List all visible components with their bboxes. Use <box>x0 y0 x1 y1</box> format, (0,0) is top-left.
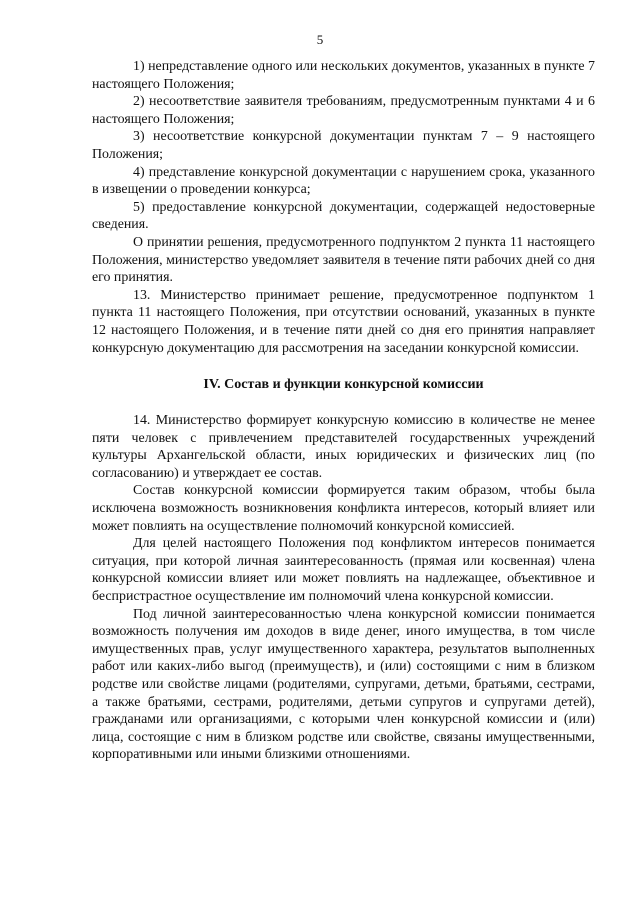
list-item: 2) несоответствие заявителя требованиям, предусмотренным пунктами 4 и 6 настоящего Положения; <box>92 94 595 127</box>
list-item: 5) предоставление конкурсной документации, содержащей недостоверные сведения. <box>92 199 595 233</box>
list-item: 3) несоответствие конкурсной документации пунктам 7 – 9 настоящего Положения; <box>92 129 595 162</box>
document-body <box>92 58 595 764</box>
section-title: IV. Состав и функции конкурсной комиссии <box>203 377 484 393</box>
list-item: 4) представление конкурсной документации с нарушением срока, указанного в извещении о проведении конкурса; <box>92 164 595 198</box>
paragraph-13: 13. Министерство принимает решение, предусмотренное подпунктом 1 пункта 11 настоящего Положения, при отсутствии оснований, указанных в пункте 12 настоящего Положения, и в течение пяти дней со дня его принятия направляет конкурсную документацию для рассмотрения на заседании конкурсной комиссии. <box>92 287 595 356</box>
paragraph-14: 14. Министерство формирует конкурсную комиссию в количестве не менее пяти человек с привлечением представителей государственных учреждений культуры Архангельской области, иных юридических и физических лиц (по согласованию) и утверждает ее состав. <box>92 413 595 481</box>
page-number: 5 <box>316 32 324 47</box>
list-item: 1) непредставление одного или нескольких документов, указанных в пункте 7 настоящего Положения; <box>92 59 595 92</box>
paragraph-notification: О принятии решения, предусмотренного подпунктом 2 пункта 11 настоящего Положения, министерство уведомляет заявителя в течение пяти рабочих дней со дня его принятия. <box>92 234 595 286</box>
paragraph-personal-interest: Под личной заинтересованностью члена конкурсной комиссии понимается возможность получения им доходов в виде денег, иного имущества, в том числе имущественных прав, услуг имущественного характера, результатов выполненных работ или каких-либо выгод (преимуществ), и (или) состоящими с ним в близком родстве или свойстве лицами (родителями, супругами, детьми, братьями, сестрами, а также братьями, сестрами, родителями, детьми супругов и супругами детей), гражданами или организациями, с которыми член конкурсной комиссии и (или) лица, состоящие с ним в близком родстве или свойстве, связаны имущественными, корпоративными или иными близкими отношениями. <box>92 606 595 763</box>
paragraph-commission-composition: Состав конкурсной комиссии формируется таким образом, чтобы была исключена возможность возникновения конфликта интересов, который влияет или может повлиять на осуществление полномочий конкурсной комиссией. <box>92 483 595 534</box>
paragraph-conflict-of-interest: Для целей настоящего Положения под конфликтом интересов понимается ситуация, при которой личная заинтересованность (прямая или косвенная) члена конкурсной комиссии влияет или может повлиять на надлежащее, объективное и беспристрастное осуществление им полномочий члена конкурсной комиссии. <box>92 536 595 605</box>
